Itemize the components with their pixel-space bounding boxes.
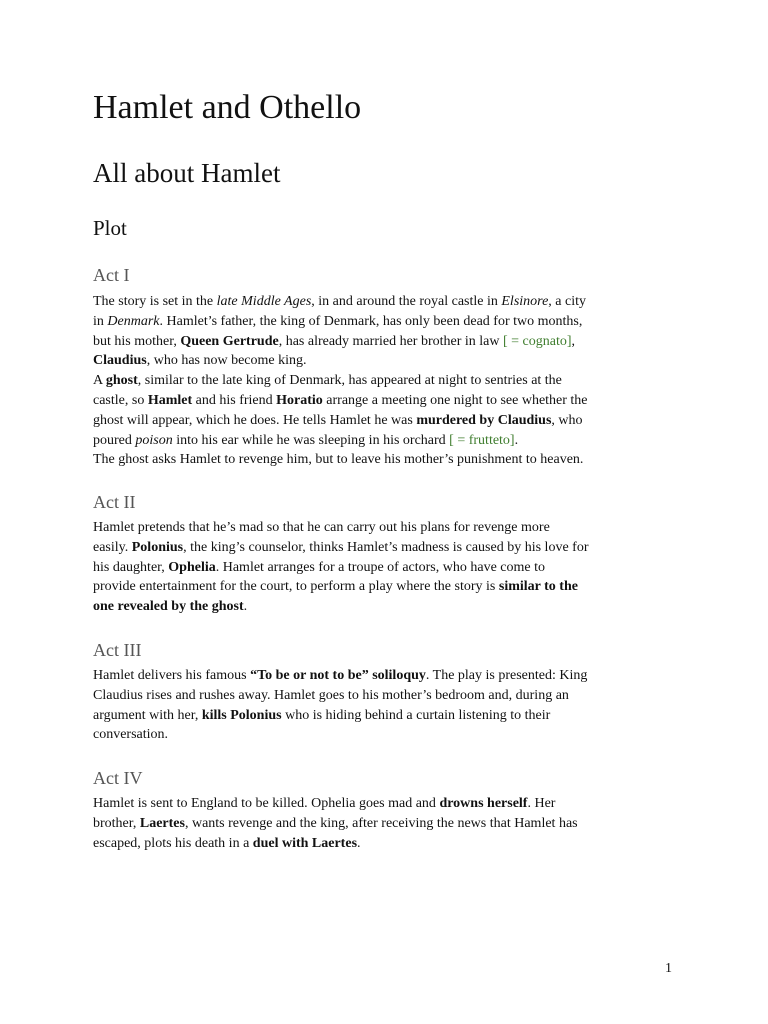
text-line (93, 391, 678, 411)
text-line (93, 371, 678, 391)
subsection-heading: Plot (93, 216, 127, 240)
text-line (93, 292, 678, 312)
italic-text: late Middle Ages (216, 294, 312, 309)
bold-text: Queen Gertrude (180, 333, 279, 349)
bold-text: murdered by Claudius (416, 412, 552, 428)
bold-text: Horatio (276, 392, 323, 408)
bold-text: kills Polonius (201, 707, 282, 723)
act-3-heading: Act III (93, 640, 142, 660)
text-run: Hamlet pretends that he’s mad so that he can carry out his plans for revenge more (93, 520, 550, 535)
text-run: , in and around the royal castle in (311, 294, 502, 309)
act-1-paragraph (93, 292, 678, 470)
text-run: castle, so (93, 392, 148, 408)
text-line (93, 518, 678, 538)
bold-text: one revealed by the ghost (93, 599, 244, 615)
text-line (93, 558, 678, 578)
act-4-heading: Act IV (93, 768, 143, 788)
text-run: . (514, 432, 519, 448)
text-run: Hamlet delivers his famous (93, 668, 251, 683)
bold-text: Hamlet (147, 392, 193, 408)
text-line (93, 725, 678, 745)
text-line (93, 538, 678, 558)
text-run: poured (93, 432, 136, 448)
bold-text: Claudius (93, 353, 147, 369)
text-line (93, 706, 678, 726)
page-number: 1 (665, 961, 672, 976)
text-line (93, 686, 678, 706)
bold-text: “To be or not to be” soliloquy (250, 668, 426, 683)
text-run: conversation. (93, 727, 169, 743)
bold-text: similar to the (498, 579, 578, 595)
bold-text: Ophelia (168, 559, 216, 575)
bold-text: Polonius (131, 539, 184, 555)
text-line (93, 794, 678, 814)
text-line (93, 814, 678, 834)
text-line (93, 431, 678, 451)
text-line (93, 666, 678, 686)
text-run: argument with her, (93, 707, 202, 723)
text-run: brother, (93, 815, 140, 831)
text-run: The ghost asks Hamlet to revenge him, but to leave his mother’s punishment to heaven. (93, 452, 584, 468)
text-run: , has already married her brother in law (278, 333, 503, 349)
text-line (93, 332, 678, 352)
text-line (93, 577, 678, 597)
text-run: his daughter, (93, 559, 169, 575)
text-run: A (93, 373, 106, 389)
text-run: , who (551, 412, 583, 428)
text-run: , the king’s counselor, thinks Hamlet’s madness is caused by his love for (183, 539, 589, 555)
text-run: The story is set in the (93, 294, 217, 309)
act-1-heading: Act I (93, 265, 130, 285)
text-run: , a city (548, 294, 587, 309)
text-run: . Her (527, 796, 556, 811)
text-run: in (93, 313, 108, 329)
bold-text: drowns herself (439, 796, 528, 811)
text-run: , who has now become king. (146, 353, 307, 369)
text-run: into his ear while he was sleeping in his orchard (172, 432, 450, 448)
bold-text: ghost (105, 373, 138, 389)
act-2-paragraph (93, 518, 678, 617)
text-run: . (243, 599, 248, 615)
text-run: . (357, 835, 361, 851)
text-run: . Hamlet arranges for a troupe of actors, who have come to (215, 559, 545, 575)
text-run: Claudius rises and rushes away. Hamlet goes to his mother’s bedroom and, during an (93, 687, 569, 703)
text-run: who is hiding behind a curtain listening to their (281, 707, 551, 723)
text-line (93, 834, 678, 854)
text-run: provide entertainment for the court, to perform a play where the story is (93, 579, 499, 595)
text-run: , similar to the late king of Denmark, has appeared at night to sentries at the (137, 373, 562, 389)
text-run: , wants revenge and the king, after receiving the news that Hamlet has (184, 815, 578, 831)
document-title: Hamlet and Othello (93, 89, 362, 126)
text-run: but his mother, (93, 333, 181, 349)
act-3-paragraph (93, 666, 678, 745)
text-line (93, 312, 678, 332)
text-run: arrange a meeting one night to see whether the (322, 392, 588, 408)
text-line (93, 351, 678, 371)
text-run: and his friend (192, 392, 277, 408)
text-run: escaped, plots his death in a (93, 835, 253, 851)
translation-gloss: [ = cognato] (503, 333, 572, 349)
text-line (93, 597, 678, 617)
text-run: easily. (93, 539, 132, 555)
act-4-paragraph (93, 794, 678, 853)
text-run: ghost will appear, which he does. He tells Hamlet he was (93, 412, 417, 428)
text-line (93, 450, 678, 470)
italic-text: Elsinore (501, 294, 549, 309)
act-2-heading: Act II (93, 492, 136, 512)
translation-gloss: [ = frutteto] (449, 432, 515, 448)
text-run: , (571, 333, 576, 349)
text-run: Hamlet is sent to England to be killed. Ophelia goes mad and (93, 796, 440, 811)
section-heading: All about Hamlet (93, 158, 281, 188)
bold-text: Laertes (139, 815, 185, 831)
text-run: . Hamlet’s father, the king of Denmark, has only been dead for two months, (159, 313, 583, 329)
text-run: . The play is presented: King (425, 668, 588, 683)
bold-text: duel with Laertes (252, 835, 358, 851)
italic-text: Denmark (107, 313, 160, 329)
text-line (93, 411, 678, 431)
italic-text: poison (135, 432, 173, 448)
